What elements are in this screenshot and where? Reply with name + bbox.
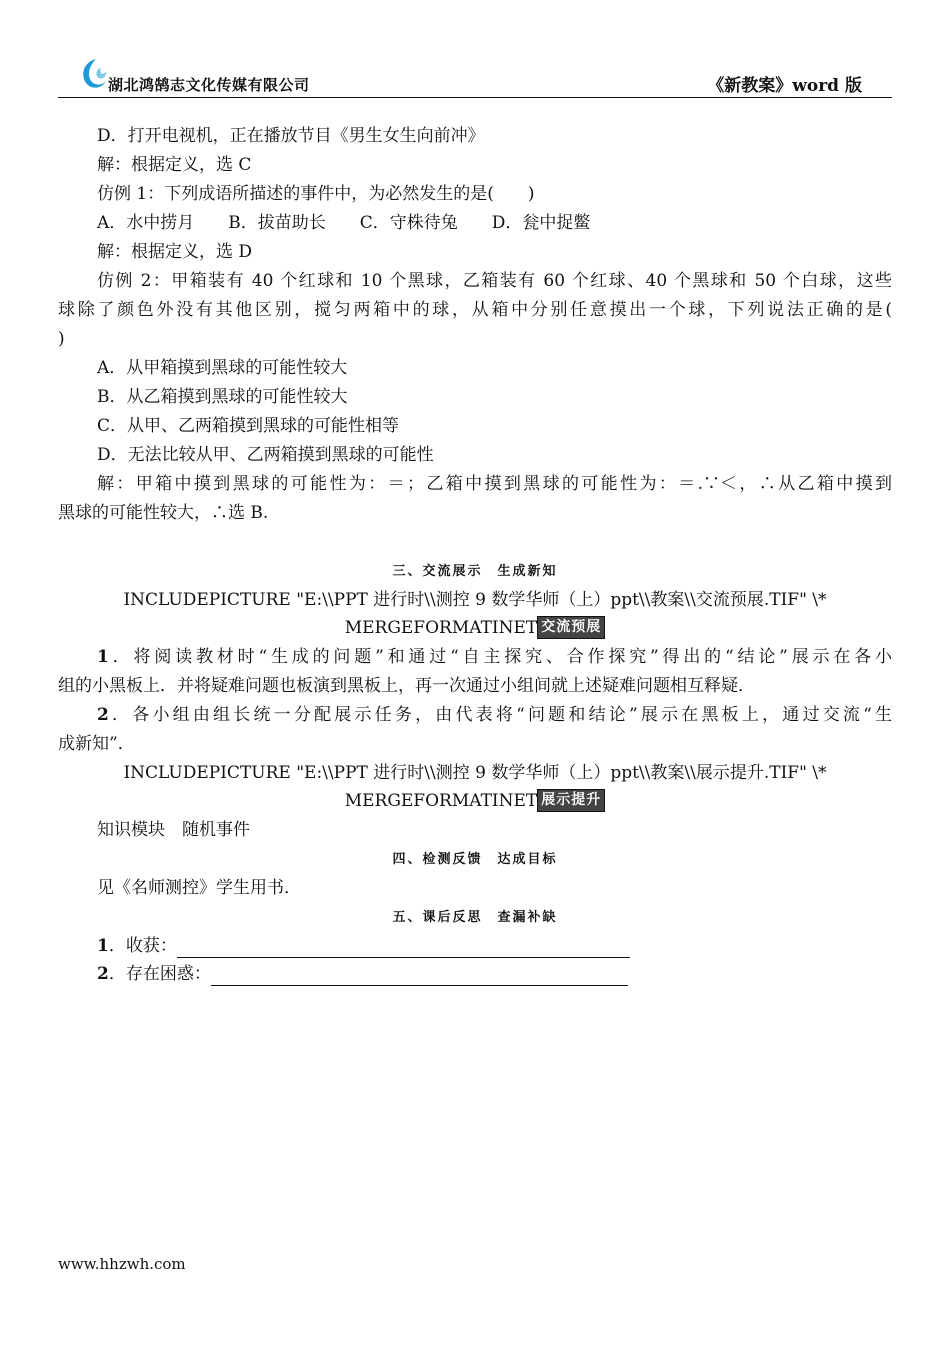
solution-line-cont: 黑球的可能性较大，∴选 B.	[58, 503, 269, 523]
paragraph-2-cont: 成新知”．	[58, 734, 135, 754]
include-picture-field-end	[58, 616, 892, 640]
option-b-line: B．从乙箱摸到黑球的可能性较大	[97, 387, 348, 407]
reflection-confusion	[97, 962, 892, 986]
item-label: ．收获：	[108, 936, 177, 956]
section-4-text: 见《名师测控》学生用书．	[97, 878, 301, 898]
gains-blank-line[interactable]	[177, 939, 630, 958]
merge-format-text: MERGEFORMATINET	[344, 618, 538, 638]
show-improve-badge: 展示提升	[537, 789, 605, 812]
paragraph-text: ．各小组由组长统一分配展示任务，由代表将“问题和结论”展示在黑板上，通过交流“生	[108, 705, 892, 725]
item-number: 2	[97, 964, 109, 984]
document-label: 《新教案》word 版	[707, 76, 862, 96]
paragraph-number: 2	[97, 705, 109, 725]
paragraph-number: 1	[97, 647, 109, 667]
section-5-title: 五、课后反思 查漏补缺	[392, 910, 558, 925]
paragraph-1	[97, 645, 892, 669]
option-d-line: D．打开电视机，正在播放节目《男生女生向前冲》	[97, 126, 485, 146]
item-number: 1	[97, 936, 109, 956]
solution-line: 解：根据定义，选 D	[97, 242, 253, 262]
footer-url: www.hhzwh.com	[58, 1255, 186, 1273]
include-picture-field: INCLUDEPICTURE "E:\\PPT 进行时\\测控 9 数学华师（上）ppt\\教案\\交流预展.TIF" \*	[123, 590, 827, 610]
company-name: 湖北鸿鹄志文化传媒有限公司	[108, 76, 310, 94]
example-2-question-end: )	[58, 329, 65, 349]
example-2-question: 仿例 2：甲箱装有 40 个红球和 10 个黑球，乙箱装有 60 个红球、40 个黑球和 50 个白球，这些	[97, 271, 892, 291]
option-c-line: C．从甲、乙两箱摸到黑球的可能性相等	[97, 416, 400, 436]
solution-line: 解：根据定义，选 C	[97, 155, 252, 175]
section-4-title: 四、检测反馈 达成目标	[392, 852, 558, 867]
paragraph-1-cont: 组的小黑板上．并将疑难问题也板演到黑板上，再一次通过小组间就上述疑难问题相互释疑．	[58, 676, 755, 696]
option-a-line: A．从甲箱摸到黑球的可能性较大	[97, 358, 348, 378]
confusion-blank-line[interactable]	[211, 967, 628, 986]
include-picture-field: INCLUDEPICTURE "E:\\PPT 进行时\\测控 9 数学华师（上）ppt\\教案\\展示提升.TIF" \*	[123, 763, 827, 783]
knowledge-module: 知识模块 随机事件	[97, 820, 250, 840]
example-2-question-cont: 球除了颜色外没有其他区别，搅匀两箱中的球，从箱中分别任意摸出一个球，下列说法正确的是(	[58, 300, 892, 320]
example-1-options: A．水中捞月 B．拔苗助长 C．守株待兔 D．瓮中捉鳖	[97, 213, 591, 233]
section-3-title: 三、交流展示 生成新知	[392, 564, 558, 579]
header-divider	[58, 97, 892, 98]
item-label: ．存在困惑：	[108, 964, 211, 984]
example-1-question: 仿例 1：下列成语所描述的事件中，为必然发生的是( )	[97, 184, 535, 204]
paragraph-2	[97, 703, 892, 727]
option-d-line: D．无法比较从甲、乙两箱摸到黑球的可能性	[97, 445, 434, 465]
include-picture-field-end	[58, 789, 892, 813]
solution-line: 解：甲箱中摸到黑球的可能性为：＝；乙箱中摸到黑球的可能性为：＝.∵＜，∴从乙箱中摸到	[97, 474, 892, 494]
exchange-preview-badge: 交流预展	[537, 616, 605, 639]
paragraph-text: ．将阅读教材时“生成的问题”和通过“自主探究、合作探究”得出的“结论”展示在各小	[108, 647, 892, 667]
page-header	[58, 56, 892, 100]
merge-format-text: MERGEFORMATINET	[344, 791, 538, 811]
reflection-gains	[97, 934, 892, 958]
